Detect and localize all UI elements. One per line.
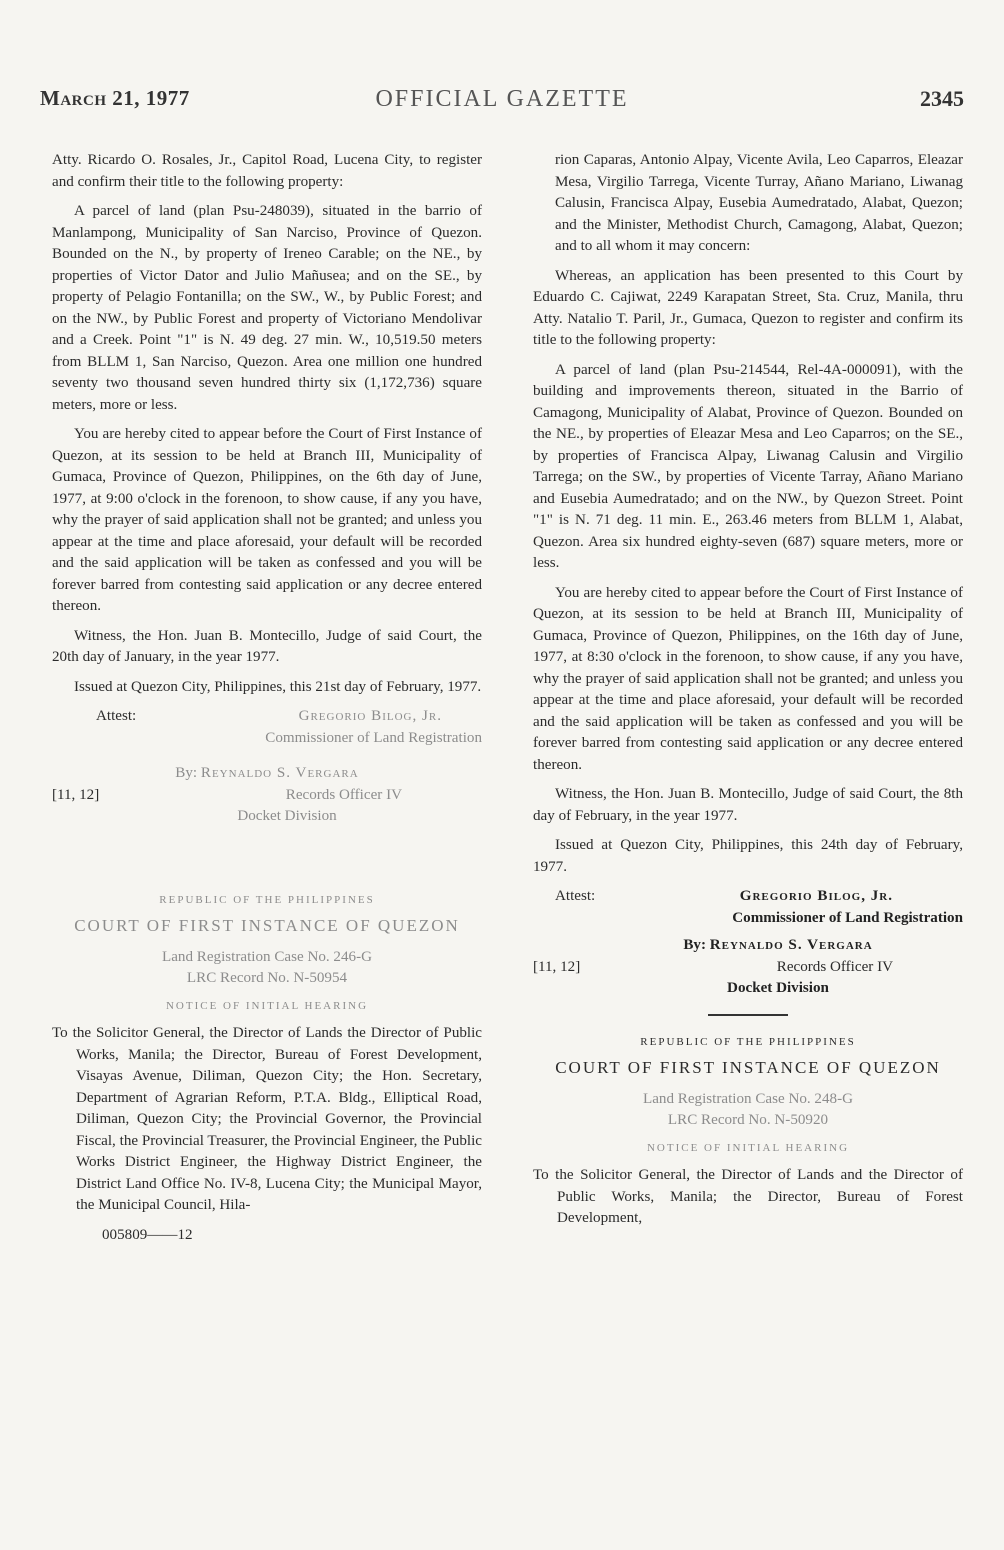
court-heading: COURT OF FIRST INSTANCE OF QUEZON (74, 916, 460, 935)
left-para-1: Atty. Ricardo O. Rosales, Jr., Capitol Road, Lucena City, to register and confirm their title to the following property: (52, 152, 482, 190)
left-property-description: A parcel of land (plan Psu-248039), situated in the barrio of Manlampong, Municipality of San Narciso, Province of Quezon. Bounded on the N., by property of Ireneo Carable; on the NE., by properties of Victor Dator and Julio Mañusea; and on the SE., by property of Pelagio Fontanilla; on the SW., W., by Public Forest; and on the NW., by Public Forest and property of Victoriano Mendolivar and a Creek. Point "1" is N. 49 deg. 27 min. W., 10,519.50 meters from BLLM 1, San Narciso, Quezon. Area one million one hundred seventy two thousand seven hundred thirty six (1,172,736) square meters, more or less. (52, 203, 482, 413)
right-column (533, 150, 963, 1238)
right-to-addressees: To the Solicitor General, the Director of Lands and the Director of Public Works, Manila; the Director, Bureau of Forest Development, (533, 1167, 963, 1226)
right-citation: You are hereby cited to appear before the Court of First Instance of Quezon, at its session to be held at Branch III, Municipality of Gumaca, Province of Quezon, Philippines, on the 16th day of June, 1977, at 8:30 o'clock in the forenoon, to show cause, if any you have, why the prayer of said application shall not be granted; and unless you appear at the time and place aforesaid, your default will be recorded and the said application will be taken as confessed and you will be forever barred from contesting said application or any decree entered thereon. (533, 584, 963, 773)
by-division: Docket Division (237, 808, 337, 824)
by-title: Records Officer IV (776, 958, 893, 975)
right-whereas: Whereas, an application has been presented to this Court by Eduardo C. Cajiwat, 2249 Karapatan Street, Sta. Cruz, Manila, thru Atty. Natalio T. Paril, Jr., Gumaca, Quezon to register and confirm its title to the following property: (533, 267, 963, 348)
right-attest-block (533, 886, 963, 1000)
by-division: Docket Division (727, 980, 829, 996)
by-name: Reynaldo S. Vergara (709, 937, 873, 953)
by-line (533, 935, 963, 957)
publication-title: OFFICIAL GAZETTE (375, 86, 629, 112)
issue-date: March 21, 1977 (40, 86, 190, 110)
attest-label: Attest: (96, 708, 137, 724)
notice-heading: NOTICE OF INITIAL HEARING (165, 999, 369, 1012)
right-witness: Witness, the Hon. Juan B. Montecillo, Judge of said Court, the 8th day of February, in the year 1977. (533, 786, 963, 824)
right-issued: Issued at Quezon City, Philippines, this 24th day of February, 1977. (533, 837, 963, 875)
attest-name: Gregorio Bilog, Jr. (739, 888, 893, 904)
right-ref: [11, 12] (533, 958, 581, 975)
left-attest-block (52, 706, 482, 828)
page-number: 2345 (920, 86, 964, 111)
lrc-record: LRC Record No. N-50920 (667, 1112, 829, 1128)
lrc-record: LRC Record No. N-50954 (186, 970, 348, 986)
court-heading: COURT OF FIRST INSTANCE OF QUEZON (555, 1058, 941, 1077)
republic-line: REPUBLIC OF THE PHILIPPINES (640, 1035, 856, 1048)
left-footer-code: 005809——12 (102, 1226, 193, 1243)
by-line (52, 763, 482, 785)
left-citation: You are hereby cited to appear before the Court of First Instance of Quezon, at its session to be held at Branch III, Municipality of Gumaca, Province of Quezon, Philippines, on the 6th day of June, 1977, at 9:00 o'clock in the forenoon, to show cause, if any you have, why the prayer of said application shall not be granted; and unless you appear at the time and place aforesaid, your default will be recorded and the said application will be taken as confessed and you will be forever barred from contesting said application or any decree entered thereon. (52, 426, 482, 614)
left-ref: [11, 12] (52, 786, 100, 803)
by-label: By: (175, 765, 198, 781)
left-issued: Issued at Quezon City, Philippines, this 21st day of February, 1977. (74, 678, 482, 695)
case-number: Land Registration Case No. 248-G (642, 1090, 853, 1107)
right-property-description: A parcel of land (plan Psu-214544, Rel-4A-000091), with the building and improvements thereon, situated in the Barrio of Camagong, Municipality of Alabat, Province of Quezon. Bounded on the NE., by properties of Eleazar Mesa and Leo Caparros; on the SE., by properties of Francisca Alpay, Liwanag Calusin and Virgilio Tarrega; on the SW., by properties of Vicente Tarray, Añano Mariano and Eusebia Aumedratado; and on the NW., by Quezon Street. Point "1" is N. 71 deg. 11 min. E., 263.46 meters from BLLM 1, Alabat, Quezon. Area six hundred eighty-seven (687) square meters, more or less. (533, 361, 963, 571)
attest-name: Gregorio Bilog, Jr. (298, 708, 442, 724)
by-label: By: (683, 937, 706, 953)
attest-title: Commissioner of Land Registration (265, 729, 482, 746)
republic-line: REPUBLIC OF THE PHILIPPINES (159, 893, 375, 906)
left-column (52, 150, 482, 1246)
notice-heading: NOTICE OF INITIAL HEARING (646, 1141, 850, 1154)
by-title: Records Officer IV (285, 786, 402, 803)
attest-title: Commissioner of Land Registration (732, 909, 963, 926)
left-to-addressees: To the Solicitor General, the Director of Lands the Director of Public Works, Manila; the Director, Bureau of Forest Development, Visayas Avenue, Diliman, Quezon City; the Hon. Secretary, Department of Agrarian Reform, P.T.A. Bldg., Elliptical Road, Diliman, Quezon City; the Provincial Governor, the Provincial Fiscal, the Provincial Treasurer, the Provincial Engineer, the Public Works District Engineer, the Highway District Engineer, the District Land Office No. IV-8, Lucena City; the Municipal Mayor, the Municipal Council, Hila- (52, 1025, 482, 1213)
attest-label: Attest: (555, 888, 596, 904)
by-name: Reynaldo S. Vergara (200, 765, 359, 781)
left-witness: Witness, the Hon. Juan B. Montecillo, Judge of said Court, the 20th day of January, in the year 1977. (52, 627, 482, 665)
section-divider (708, 1014, 788, 1016)
right-addressees-cont: rion Caparas, Antonio Alpay, Vicente Avila, Leo Caparros, Eleazar Mesa, Virgilio Tarrega, Vicente Turray, Añano Mariano, Liwanag Calusin, Francisca Alpay, Eusebia Aumedratado, Alabat, Quezon; and the Minister, Methodist Church, Camagong, Alabat, Quezon; and to all whom it may concern: (555, 152, 963, 254)
case-number: Land Registration Case No. 246-G (161, 948, 372, 965)
